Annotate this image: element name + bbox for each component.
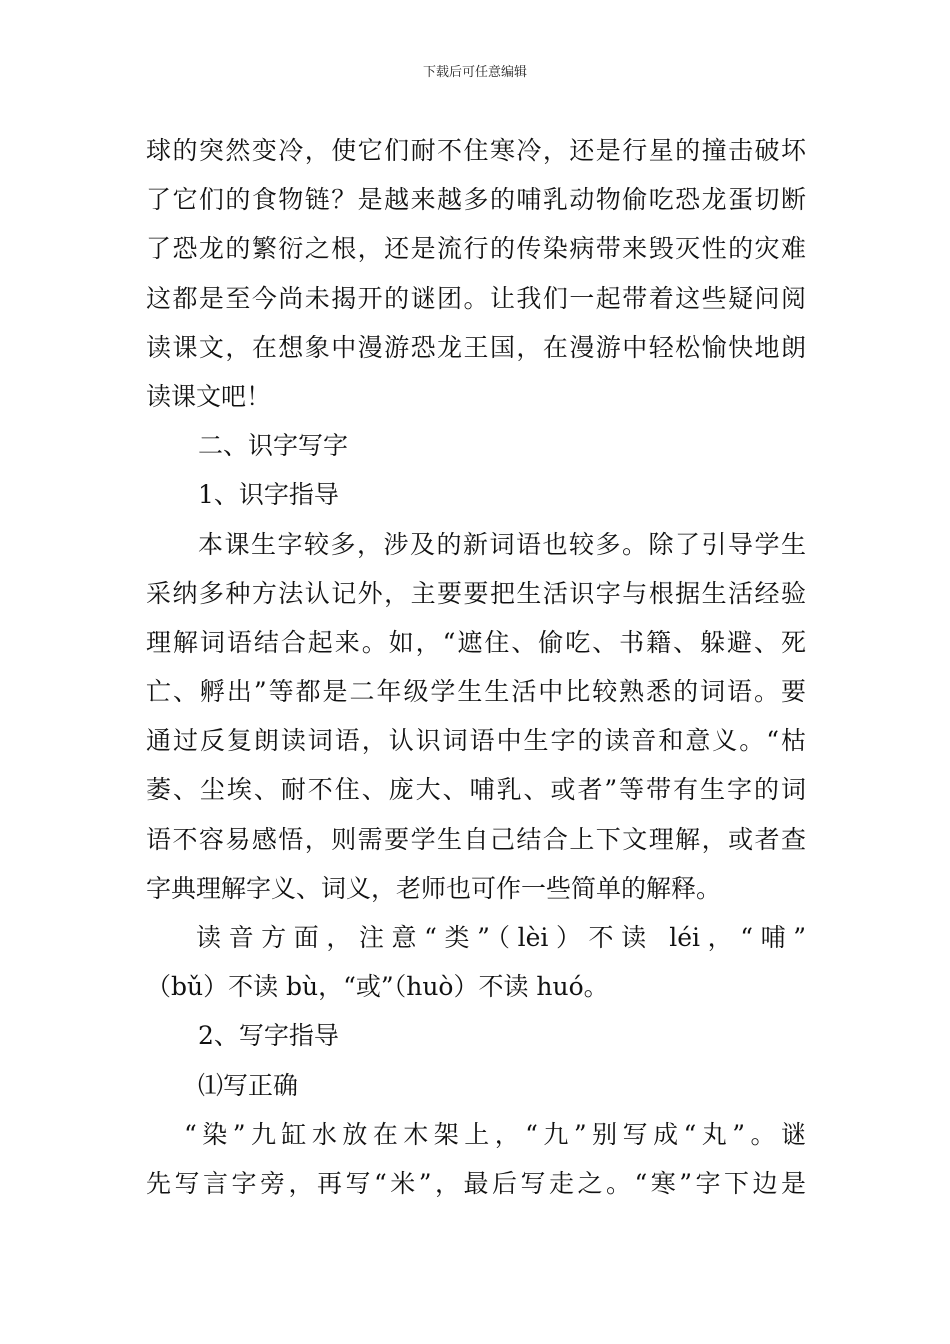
document-body xyxy=(146,126,806,1208)
sub-subsection-heading: ⑴写正确 xyxy=(198,1070,299,1100)
page-header: 下载后可任意编辑 xyxy=(422,65,527,80)
text-line: （bǔ）不读 bù，“或”（huò）不读 huó。 xyxy=(146,972,609,1002)
text-line: 先写言字旁，再写“米”，最后写走之。“寒”字下边是 xyxy=(146,1168,806,1198)
paragraph-first-line: 读音方面，注意“类”（lèi）不读 léi，“哺” xyxy=(196,923,806,952)
text-line: 亡、孵出”等都是二年级学生生活中比较熟悉的词语。要 xyxy=(146,677,806,707)
text-line: 球的突然变冷，使它们耐不住寒冷，还是行星的撞击破坏 xyxy=(146,136,806,165)
text-line: 读课文，在想象中漫游恐龙王国，在漫游中轻松愉快地朗 xyxy=(146,332,806,362)
text-line: 字典理解字义、词义，老师也可作一些简单的解释。 xyxy=(146,873,722,903)
text-line: 读课文吧！ xyxy=(146,381,272,411)
text-line: 理解词语结合起来。如，“遮住、偷吃、书籍、躲避、死 xyxy=(146,627,806,657)
text-line: 语不容易感悟，则需要学生自己结合上下文理解，或者查 xyxy=(146,824,806,854)
subsection-heading: 2、写字指导 xyxy=(198,1021,339,1051)
text-line: 了它们的食物链？是越来越多的哺乳动物偷吃恐龙蛋切断 xyxy=(146,185,806,215)
section-heading: 二、识字写字 xyxy=(198,431,349,461)
paragraph-first-line: 本课生字较多，涉及的新词语也较多。除了引导学生 xyxy=(198,529,806,559)
paragraph-first-line: “染”九缸水放在木架上，“九”别写成“丸”。谜 xyxy=(184,1119,806,1149)
text-line: 采纳多种方法认记外，主要要把生活识字与根据生活经验 xyxy=(146,578,806,608)
text-line: 萎、尘埃、耐不住、庞大、哺乳、或者”等带有生字的词 xyxy=(146,775,806,805)
text-line: 通过反复朗读词语，认识词语中生字的读音和意义。“枯 xyxy=(146,726,806,756)
subsection-heading: 1、识字指导 xyxy=(198,480,339,510)
text-line: 了恐龙的繁衍之根，还是流行的传染病带来毁灭性的灾难 xyxy=(146,234,806,264)
text-line: 这都是至今尚未揭开的谜团。让我们一起带着这些疑问阅 xyxy=(146,283,806,313)
